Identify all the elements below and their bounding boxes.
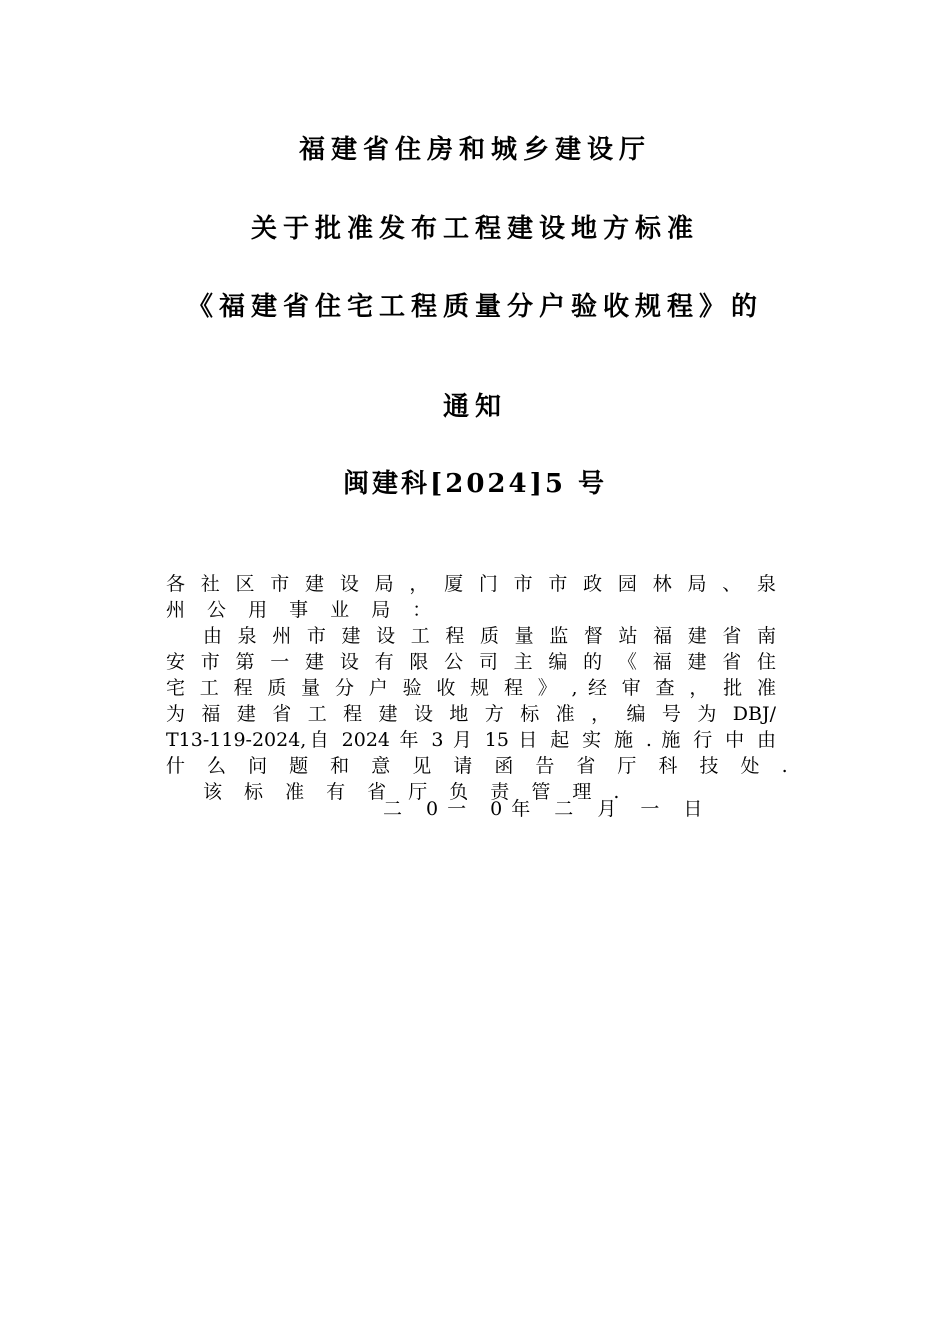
body-line-4: 为 福 建 省 工 程 建 设 地 方 标 准 ， 编 号 为 DBJ/ xyxy=(166,703,776,725)
notice-title-line-1: 关于批准发布工程建设地方标准 xyxy=(250,214,699,244)
body-line-6: 什 么 问 题 和 意 见 请 函 告 省 厅 科 技 处 . xyxy=(166,755,796,777)
body-line-5: T13-119-2024,自 2024 年 3 月 15 日 起 实 施 . 施 行 中 由 xyxy=(166,729,776,751)
notice-body xyxy=(166,571,796,805)
addressee-line-1: 各 社 区 市 建 设 局 ， 厦 门 市 市 政 园 林 局 、 泉 xyxy=(166,573,776,595)
issuer-title: 福建省住房和城乡建设厅 xyxy=(298,135,651,165)
body-line-3: 宅 工 程 质 量 分 户 验 收 规 程 》 , 经 审 查 ， 批 准 xyxy=(166,677,776,699)
body-line-7: 该 标 准 有 省 厅 负 责 管 理 . xyxy=(203,781,628,803)
body-line-1: 由 泉 州 市 建 设 工 程 质 量 监 督 站 福 建 省 南 xyxy=(203,625,776,647)
addressee-line-2: 州 公 用 事 业 局 ： xyxy=(166,599,440,621)
body-line-2: 安 市 第 一 建 设 有 限 公 司 主 编 的 《 福 建 省 住 xyxy=(166,651,776,673)
notice-title-line-3: 通知 xyxy=(442,392,507,422)
notice-title-line-2: 《福建省住宅工程质量分户验收规程》的 xyxy=(186,292,763,322)
document-number: 闽建科[2024]5 号 xyxy=(342,469,608,499)
issue-date: 二 0一 0年 二 月 一 日 xyxy=(383,798,712,820)
